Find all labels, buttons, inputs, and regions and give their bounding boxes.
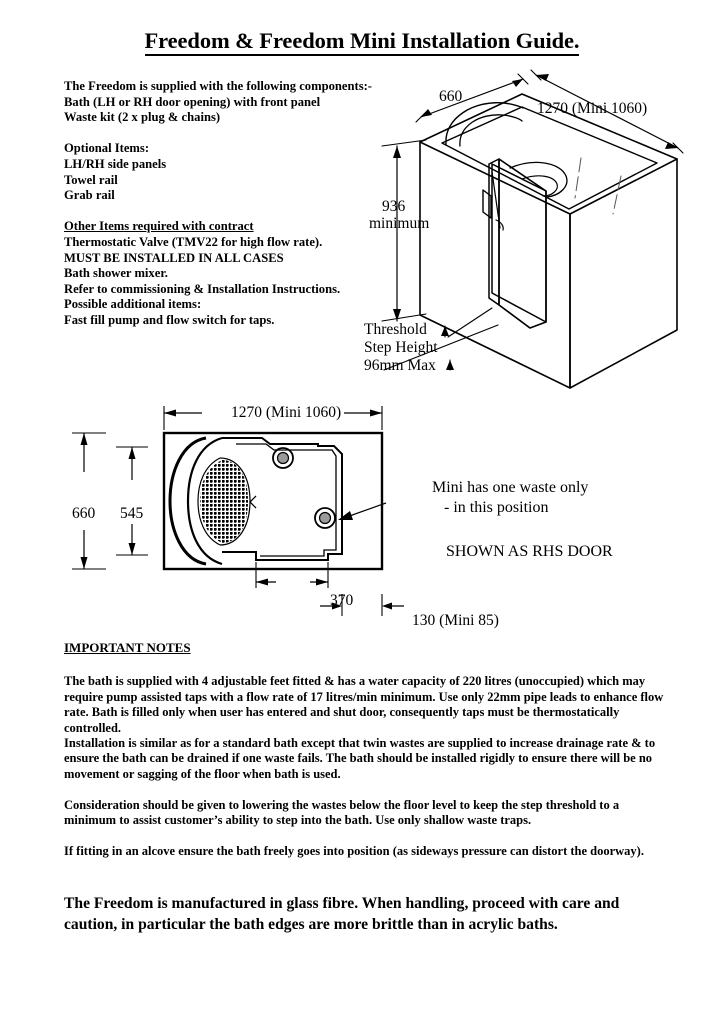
waste-note-line-2: - in this position bbox=[444, 499, 549, 516]
dim-660-arrow-right bbox=[512, 79, 523, 87]
dim-130-arrow-right bbox=[382, 603, 392, 610]
dim-545-plan-arrow-top bbox=[129, 447, 136, 459]
tub-well-curve bbox=[510, 162, 567, 197]
door-orientation-note: SHOWN AS RHS DOOR bbox=[446, 543, 613, 560]
door-edge-panel bbox=[489, 159, 499, 305]
interior-guide-line-2 bbox=[613, 176, 621, 214]
dim-1270-plan-arrow-left bbox=[164, 410, 176, 417]
dim-660-line bbox=[421, 79, 523, 117]
waste-note-line-1: Mini has one waste only bbox=[432, 479, 589, 496]
notes-paragraph-1: The bath is supplied with 4 adjustable feet fitted & has a water capacity of 220 litres (unoccupied) which may require pump assisted taps with a flow rate of 17 litres/min minimum. Use only 22mm pipe leads to enhance flow rate. Bath is filled only when user has entered and shut door, consequently taps must be thermostatically controlled. bbox=[64, 674, 664, 735]
notes-paragraph-3: Consideration should be given to lowering the wastes below the floor level to keep the step threshold to a minimum to assist customer’s ability to step into the bath. Use only shallow waste traps. bbox=[64, 797, 620, 828]
plan-centre-marker bbox=[250, 496, 256, 508]
door-handle bbox=[483, 190, 491, 218]
threshold-arrow-1 bbox=[441, 326, 449, 336]
threshold-leader-1 bbox=[448, 308, 492, 337]
iso-dim-depth-label: 660 bbox=[439, 88, 463, 105]
dim-660-plan-arrow-top bbox=[81, 433, 88, 445]
door-panel-bottom-fold bbox=[499, 305, 530, 328]
plan-dim-width-label: 1270 (Mini 1060) bbox=[231, 404, 342, 421]
spec-intro: The Freedom is supplied with the following components:- bbox=[64, 79, 372, 93]
spec-contract-5: Possible additional items: bbox=[64, 297, 202, 312]
notes-heading: IMPORTANT NOTES bbox=[64, 640, 191, 655]
spec-optional-2: Towel rail bbox=[64, 172, 118, 187]
spacer bbox=[64, 204, 394, 220]
plan-waste-lower bbox=[315, 508, 335, 528]
spec-contract-4: Refer to commissioning & Installation Instructions. bbox=[64, 281, 341, 296]
waste-note-arrowhead bbox=[338, 511, 353, 520]
plan-dim-inner-height-label: 545 bbox=[120, 505, 144, 522]
spec-contract-2: MUST BE INSTALLED IN ALL CASES bbox=[64, 250, 284, 265]
threshold-arrow-2 bbox=[446, 360, 454, 370]
spec-contract-3: Bath shower mixer. bbox=[64, 266, 168, 281]
spacer bbox=[64, 126, 394, 142]
dim-545-plan-arrow-bottom bbox=[129, 543, 136, 555]
iso-dim-length-label: 1270 (Mini 1060) bbox=[537, 100, 648, 117]
spec-optional-heading: Optional Items: bbox=[64, 141, 150, 156]
threshold-label-1: Threshold bbox=[364, 321, 427, 338]
spec-optional-1: LH/RH side panels bbox=[64, 156, 167, 171]
bath-side-face bbox=[570, 159, 677, 388]
spec-contract-heading: Other Items required with contract bbox=[64, 219, 254, 234]
spec-contract-1: Thermostatic Valve (TMV22 for high flow rate). bbox=[64, 234, 323, 249]
plan-dim-step-label: 370 bbox=[330, 592, 354, 609]
notes-paragraph-2: Installation is similar as for a standard bath except that twin wastes are supplied to increase drainage rate & to ensure the bath can be drained if one waste fails. The bath should be installed rigidly to ensure there will be no movement or sagging of the floor when bath is used. bbox=[64, 736, 656, 781]
plan-dim-edge-label: 130 (Mini 85) bbox=[412, 612, 499, 629]
spec-contract-6: Fast fill pump and flow switch for taps. bbox=[64, 312, 275, 327]
plan-antislip-texture bbox=[195, 455, 255, 550]
spec-optional-3: Grab rail bbox=[64, 188, 115, 203]
plan-waste-upper bbox=[273, 448, 293, 468]
bath-front-face bbox=[420, 142, 570, 388]
threshold-label-3: 96mm Max bbox=[364, 357, 436, 374]
spec-component-2: Waste kit (2 x plug & chains) bbox=[64, 110, 221, 125]
dim-936-arrow-top bbox=[393, 146, 401, 158]
threshold-label-2: Step Height bbox=[364, 339, 438, 356]
iso-dim-height-unit-label: minimum bbox=[369, 215, 430, 232]
notes-paragraph-4: If fitting in an alcove ensure the bath freely goes into position (as sideways pressure can distort the doorway). bbox=[64, 843, 644, 858]
dim-1270-plan-arrow-right bbox=[370, 410, 382, 417]
door-aperture bbox=[492, 164, 546, 322]
important-notes-section bbox=[64, 640, 664, 875]
dim-370-arrow-left bbox=[256, 579, 268, 586]
page-title bbox=[0, 28, 724, 54]
plan-outer-rect bbox=[164, 433, 382, 569]
plan-dim-outer-height-label: 660 bbox=[72, 505, 96, 522]
page-title-text: Freedom & Freedom Mini Installation Guide. bbox=[145, 28, 580, 56]
dim-370-arrow-right bbox=[316, 579, 328, 586]
dim-936-ext-bottom bbox=[382, 314, 426, 321]
iso-dim-height-value-label: 936 bbox=[382, 198, 406, 215]
spec-component-1: Bath (LH or RH door opening) with front panel bbox=[64, 94, 321, 109]
closing-warning: The Freedom is manufactured in glass fibre. When handling, proceed with care and caution, in particular the bath edges are more brittle than in acrylic baths. bbox=[64, 895, 620, 933]
component-spec-list bbox=[64, 79, 394, 329]
dim-660-arrow-left bbox=[421, 109, 432, 117]
interior-guide-line-1 bbox=[575, 158, 581, 198]
bath-inner-rim bbox=[442, 107, 657, 209]
dim-660-plan-arrow-bottom bbox=[81, 557, 88, 569]
